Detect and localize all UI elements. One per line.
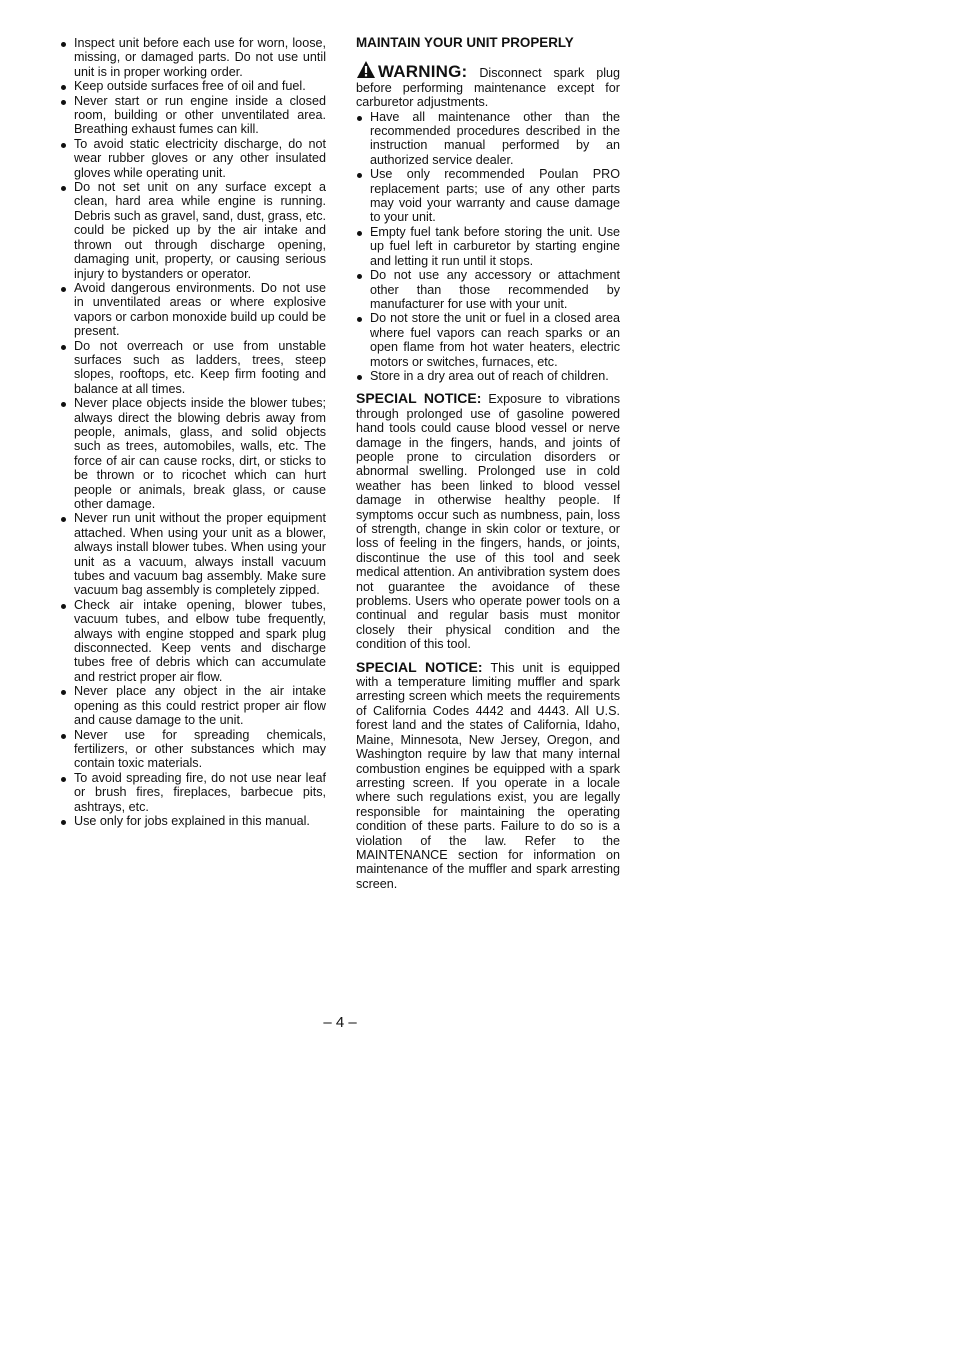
- page-number: – 4 –: [323, 1014, 357, 1031]
- bullet-icon: [61, 820, 66, 825]
- left-column: [60, 36, 326, 828]
- list-item: Do not set unit on any surface except a clean, hard area while engine is running. Debris such as gravel, sand, dust, grass, etc. could be picked up by the air intake and thrown out through discharge opening, damaging unit, property, or causing serious injury to bystanders or operator.: [60, 180, 326, 281]
- special-notice-label: SPECIAL NOTICE:: [356, 390, 482, 407]
- special-notice-label: SPECIAL NOTICE:: [356, 658, 483, 675]
- bullet-icon: [61, 345, 66, 350]
- list-item: Never start or run engine inside a closed room, building or other unventilated area. Breathing exhaust fumes can kill.: [60, 94, 326, 137]
- bullet-icon: [357, 116, 362, 121]
- warning-paragraph: [356, 60, 620, 109]
- special-notice-text: Exposure to vibrations through prolonged use of gasoline powered hand tools could cause blood vessel or nerve damage in the fingers, hands, and joints of people prone to circulation disorders or abnormal swelling. Prolonged use in cold weather has been linked to blood vessel damage in otherwise healthy people. If symptoms occur such as numbness, pain, loss of strength, change in skin color or texture, or loss of feeling in the fingers, hands, or joints, discontinue the use of this tool and seek medical attention. An antivibration system does not guarantee the avoidance of these problems. Users who operate power tools on a continual and regular basis must monitor closely their physical condition and the condition of this tool.: [356, 392, 621, 652]
- list-item: Have all maintenance other than the recommended procedures described in the instruction manual performed by an authorized service dealer.: [356, 110, 620, 168]
- bullet-icon: [61, 287, 66, 292]
- safety-rules-list: [60, 36, 326, 828]
- maintenance-list: [356, 110, 620, 384]
- list-item: Never use for spreading chemicals, fertilizers, or other substances which may contain toxic materials.: [60, 728, 326, 771]
- list-item: To avoid static electricity discharge, do not wear rubber gloves or any other insulated gloves while operating unit.: [60, 137, 326, 180]
- list-item: Keep outside surfaces free of oil and fuel.: [60, 79, 326, 93]
- warning-triangle-icon: [356, 60, 376, 79]
- warning-label: WARNING:: [378, 62, 468, 82]
- bullet-icon: [357, 274, 362, 279]
- warning-text: Disconnect spark plug before performing maintenance except for carburetor adjustments.: [356, 66, 621, 110]
- bullet-icon: [357, 317, 362, 322]
- list-item: Do not use any accessory or attachment other than those recommended by manufacturer for use with your unit.: [356, 268, 620, 311]
- list-item: Never place objects inside the blower tubes; always direct the blowing debris away from people, animals, glass, and solid objects such as trees, automobiles, walls, etc. The force of air can cause rocks, dirt, or sticks to be thrown or to ricochet which can hurt people or animals, break glass, or cause other damage.: [60, 396, 326, 511]
- bullet-icon: [357, 173, 362, 178]
- list-item: Do not overreach or use from unstable surfaces such as ladders, trees, steep slopes, rooftops, etc. Keep firm footing and balance at all times.: [60, 339, 326, 397]
- list-item: Store in a dry area out of reach of children.: [356, 369, 620, 383]
- list-item: Use only for jobs explained in this manual.: [60, 814, 326, 828]
- list-item: Empty fuel tank before storing the unit. Use up fuel left in carburetor by starting engine and letting it run until it stops.: [356, 225, 620, 268]
- bullet-icon: [61, 42, 66, 47]
- bullet-icon: [61, 85, 66, 90]
- list-item: Check air intake opening, blower tubes, vacuum tubes, and elbow tube frequently, always with engine stopped and spark plug disconnected. Keep vents and discharge tubes free of debris which can accumulate and restrict proper air flow.: [60, 598, 326, 684]
- bullet-icon: [61, 777, 66, 782]
- list-item: Inspect unit before each use for worn, loose, missing, or damaged parts. Do not use until unit is in proper working order.: [60, 36, 326, 79]
- bullet-icon: [61, 604, 66, 609]
- bullet-icon: [61, 186, 66, 191]
- bullet-icon: [61, 143, 66, 148]
- list-item: Never place any object in the air intake opening as this could restrict proper air flow and cause damage to the unit.: [60, 684, 326, 727]
- bullet-icon: [61, 100, 66, 105]
- special-notice-text: This unit is equipped with a temperature limiting muffler and spark arresting screen which meets the requirements of California Codes 4442 and 4443. All U.S. forest land and the states of California, Idaho, Maine, Minnesota, New Jersey, Oregon, and Washington require by law that many internal combustion engines be equipped with a spark arresting screen. If you operate in a locale where such regulations exist, you are legally responsible for maintaining the operating condition of these parts. Failure to do so is a violation of the law. Refer to the MAINTENANCE section for information on maintenance of the muffler and spark arresting screen.: [356, 660, 620, 891]
- bullet-icon: [61, 734, 66, 739]
- list-item: Use only recommended Poulan PRO replacement parts; use of any other parts may void your warranty and cause damage to your unit.: [356, 167, 620, 225]
- list-item: Avoid dangerous environments. Do not use in unventilated areas or where explosive vapors or carbon monoxide build up could be present.: [60, 281, 326, 339]
- list-item: Do not store the unit or fuel in a closed area where fuel vapors can reach sparks or an open flame from hot water heaters, electric motors or switches, furnaces, etc.: [356, 311, 620, 369]
- section-heading: MAINTAIN YOUR UNIT PROPERLY: [356, 35, 574, 50]
- list-item: To avoid spreading fire, do not use near leaf or brush fires, fireplaces, barbecue pits, ashtrays, etc.: [60, 771, 326, 814]
- bullet-icon: [357, 375, 362, 380]
- bullet-icon: [61, 402, 66, 407]
- special-notice-spark-arrestor: [356, 660, 620, 892]
- bullet-icon: [61, 517, 66, 522]
- right-column: [356, 36, 620, 891]
- bullet-icon: [357, 231, 362, 236]
- special-notice-vibration: [356, 391, 620, 651]
- bullet-icon: [61, 690, 66, 695]
- list-item: Never run unit without the proper equipment attached. When using your unit as a blower, always install blower tubes. When using your unit as a vacuum, always install vacuum tubes and vacuum bag assembly. Make sure vacuum bag assembly is completely zipped.: [60, 511, 326, 597]
